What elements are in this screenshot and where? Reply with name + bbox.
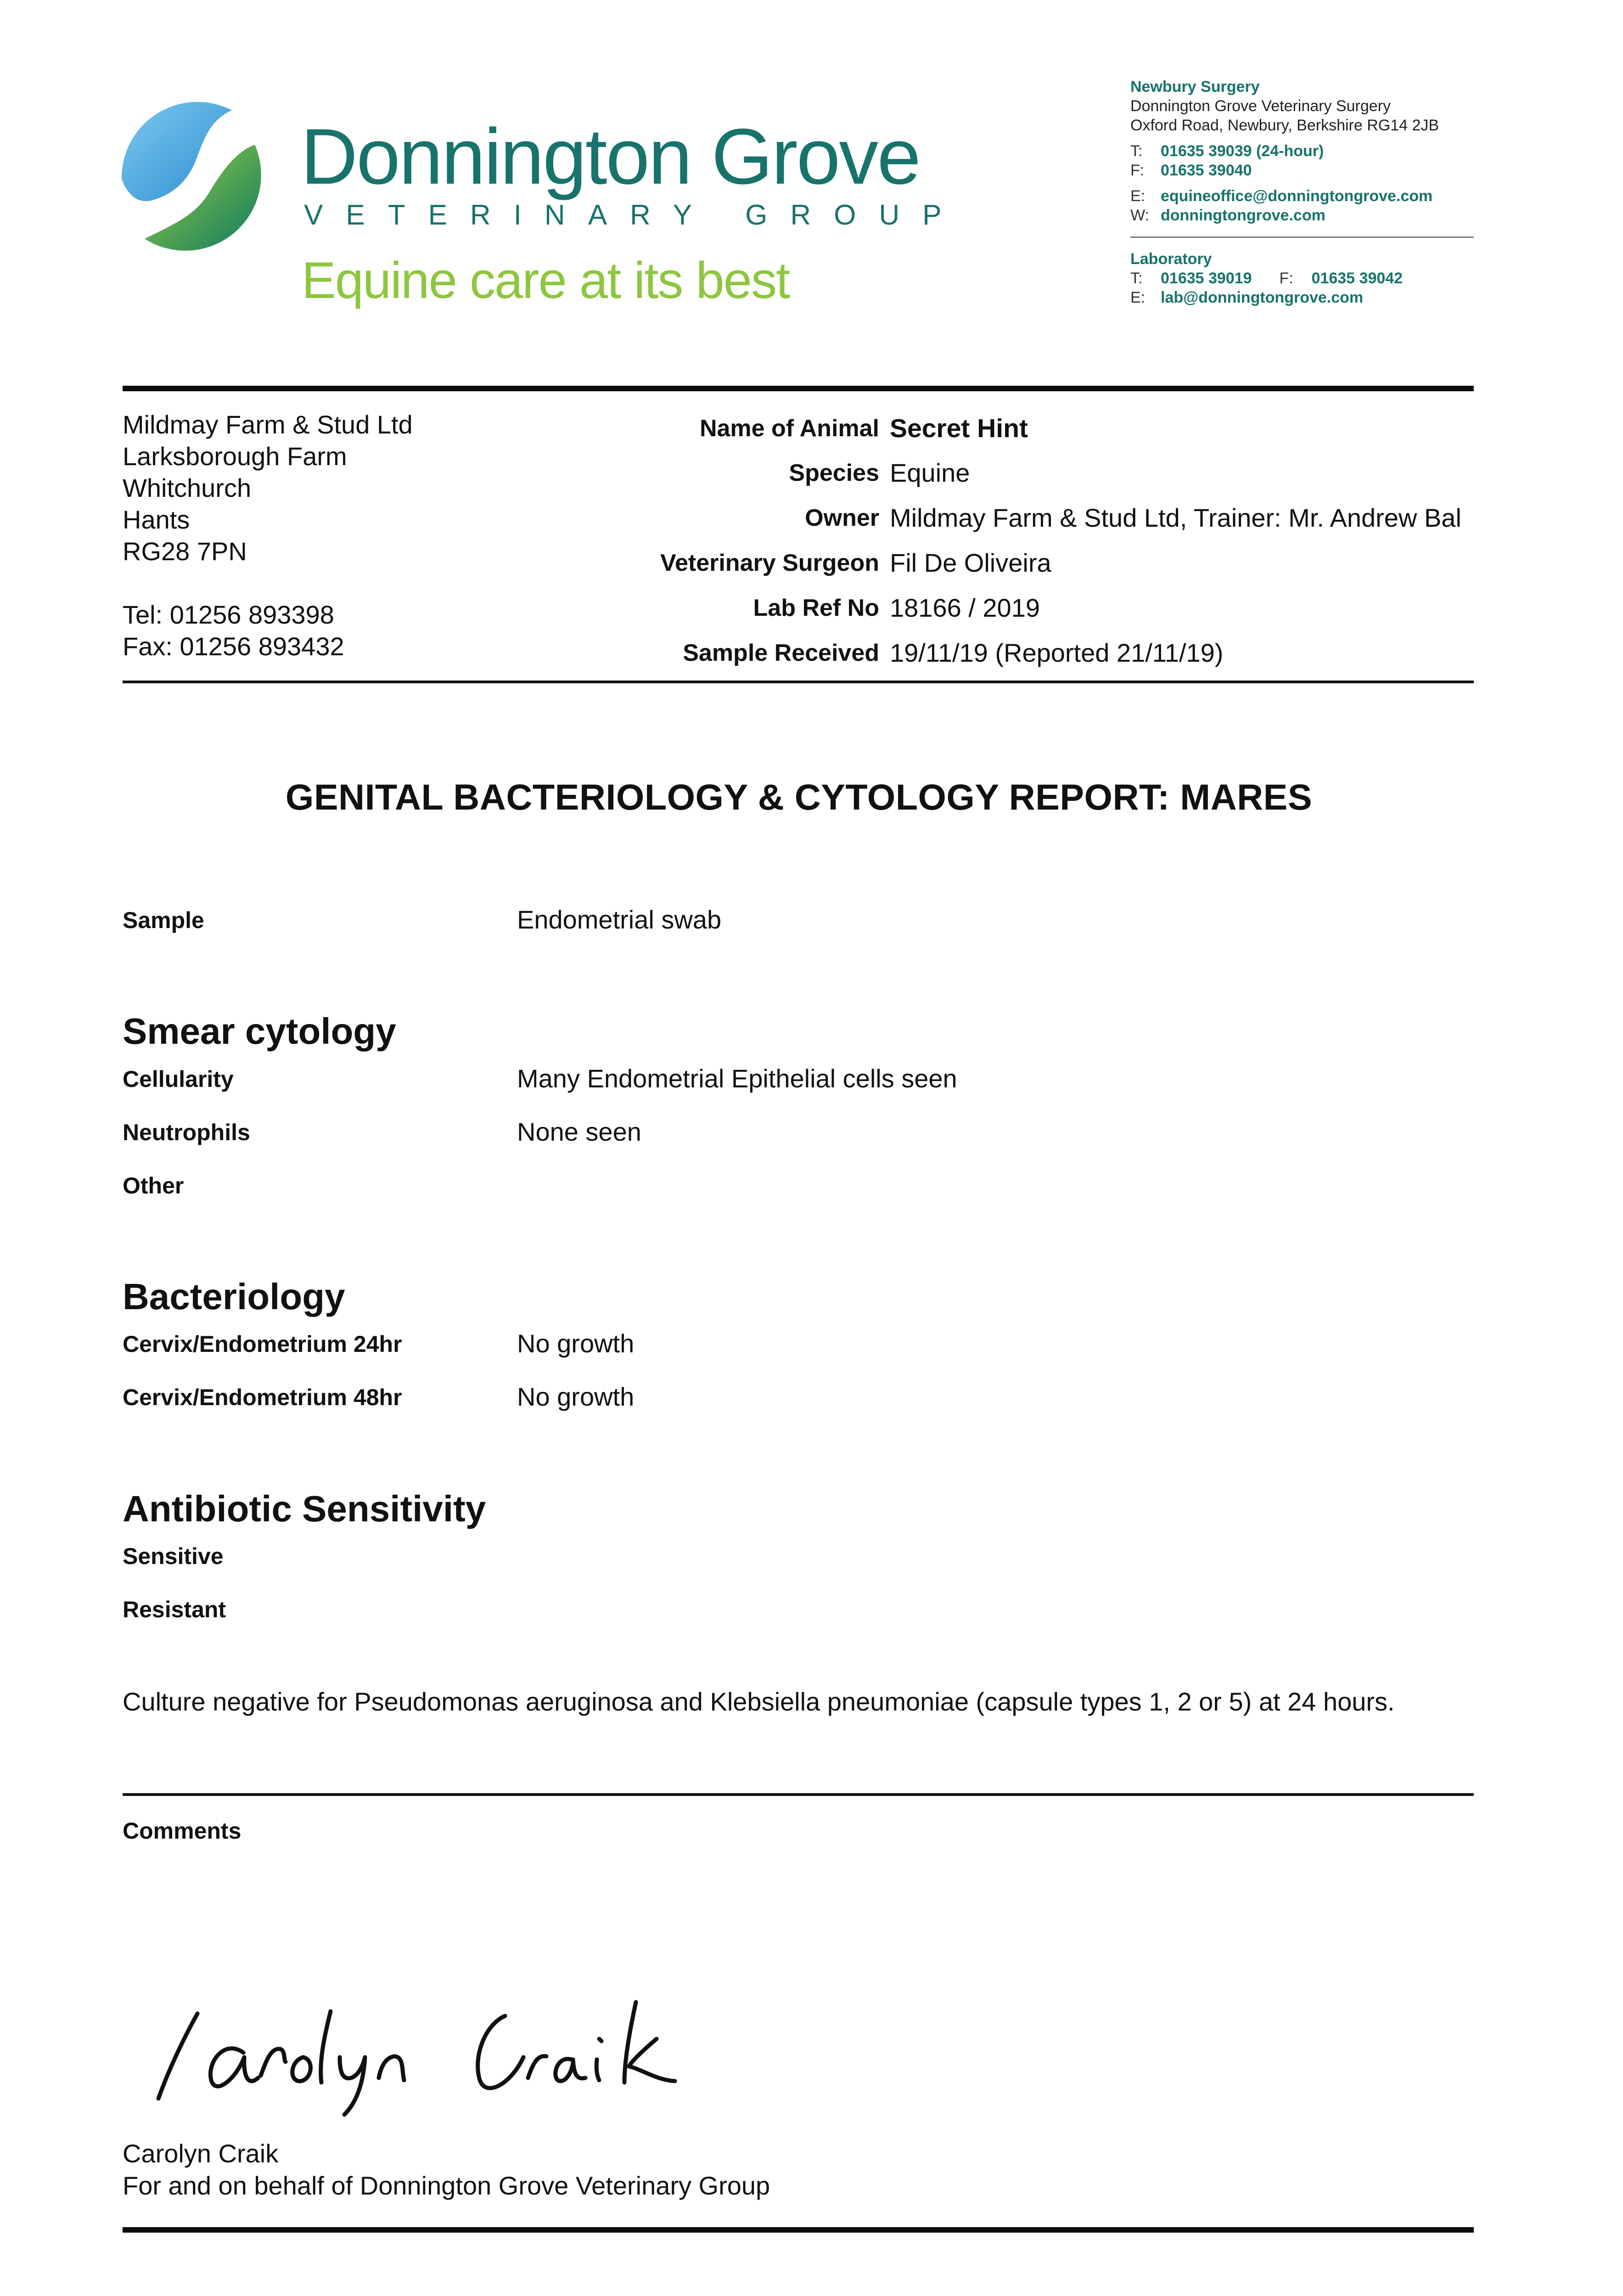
cervix48-label: Cervix/Endometrium 48hr (123, 1384, 402, 1410)
web-label: W: (1130, 207, 1149, 224)
signer-name: Carolyn Craik (123, 2139, 279, 2168)
resistant-label: Resistant (123, 1597, 226, 1622)
lab-tel[interactable]: 01635 39019 (1161, 270, 1252, 287)
surgery-web-link[interactable]: donningtongrove.com (1161, 207, 1325, 224)
lab-contact-block (1130, 249, 1403, 307)
client-line: Larksborough Farm (123, 442, 347, 471)
surgery-fax-row (1130, 161, 1439, 180)
tel-label: T: (1130, 142, 1143, 160)
lab-tel-label: T: (1130, 270, 1143, 287)
vet-label: Veterinary Surgeon (660, 550, 879, 576)
cellularity-label: Cellularity (123, 1066, 234, 1092)
surgery-tel[interactable]: 01635 39039 (24-hour) (1161, 142, 1324, 160)
lab-email-link[interactable]: lab@donningtongrove.com (1161, 289, 1364, 306)
fax-label: F: (1130, 162, 1145, 179)
brand-subtitle: VETERINARY GROUP (304, 199, 965, 231)
labref-value: 18166 / 2019 (890, 593, 1040, 622)
cytology-heading: Smear cytology (123, 1011, 396, 1052)
surgery-address: Oxford Road, Newbury, Berkshire RG14 2JB (1130, 117, 1439, 134)
lab-email-label: E: (1130, 289, 1146, 306)
lab-phone-row (1130, 269, 1403, 288)
antibiotic-heading: Antibiotic Sensitivity (123, 1488, 486, 1529)
owner-label: Owner (805, 505, 879, 531)
animal-name-label: Name of Animal (699, 415, 879, 442)
client-address (123, 409, 413, 662)
cervix24-value: No growth (517, 1329, 635, 1358)
brand-tagline: Equine care at its best (302, 252, 790, 309)
surgery-tel-row (1130, 141, 1439, 161)
brand-name: Donnington Grove (301, 113, 920, 201)
received-value: 19/11/19 (Reported 21/11/19) (890, 638, 1224, 667)
lab-email-row (1130, 288, 1403, 307)
species-label: Species (789, 460, 879, 486)
sample-value: Endometrial swab (517, 905, 722, 934)
received-label: Sample Received (683, 640, 879, 666)
cervix48-value: No growth (517, 1382, 635, 1411)
client-line: Mildmay Farm & Stud Ltd (123, 410, 413, 439)
signer-behalf: For and on behalf of Donnington Grove Veterinary Group (123, 2171, 770, 2200)
surgery-web-row (1130, 206, 1439, 225)
email-label: E: (1130, 187, 1146, 205)
client-fax: Fax: 01256 893432 (123, 632, 344, 661)
culture-note: Culture negative for Pseudomonas aeruginosa and Klebsiella pneumoniae (capsule types 1, 2 or 5) at 24 hours. (123, 1687, 1395, 1716)
client-line: RG28 7PN (123, 537, 247, 566)
neutrophils-label: Neutrophils (123, 1120, 250, 1145)
signer-block (123, 2138, 770, 2202)
info-rule (123, 681, 1474, 683)
cellularity-value: Many Endometrial Epithelial cells seen (517, 1064, 957, 1093)
footer-rule (123, 2227, 1474, 2233)
lab-heading: Laboratory (1130, 250, 1212, 268)
client-line: Whitchurch (123, 473, 252, 502)
surgery-fax: 01635 39040 (1161, 162, 1252, 179)
contact-divider (1130, 236, 1474, 238)
surgery-heading: Newbury Surgery (1130, 78, 1260, 96)
sample-label: Sample (123, 907, 204, 933)
labref-label: Lab Ref No (753, 595, 879, 621)
report-title: GENITAL BACTERIOLOGY & CYTOLOGY REPORT: MARES (285, 777, 1313, 817)
surgery-name: Donnington Grove Veterinary Surgery (1130, 97, 1391, 115)
owner-value: Mildmay Farm & Stud Ltd, Trainer: Mr. Andrew Bal (890, 503, 1461, 532)
surgery-email-link[interactable]: equineoffice@donningtongrove.com (1161, 187, 1433, 205)
species-value: Equine (890, 458, 970, 487)
other-label: Other (123, 1173, 184, 1199)
signature-image (138, 1984, 716, 2122)
client-line: Hants (123, 505, 190, 534)
cervix24-label: Cervix/Endometrium 24hr (123, 1331, 402, 1357)
header-rule (123, 386, 1474, 391)
lab-fax: 01635 39042 (1311, 270, 1403, 287)
vet-value: Fil De Oliveira (890, 548, 1051, 577)
bacteriology-heading: Bacteriology (123, 1276, 345, 1317)
client-tel: Tel: 01256 893398 (123, 600, 334, 629)
sensitive-label: Sensitive (123, 1543, 224, 1569)
comments-rule (123, 1793, 1474, 1796)
neutrophils-value: None seen (517, 1117, 641, 1146)
surgery-contact-block (1130, 77, 1439, 225)
comments-label: Comments (123, 1818, 241, 1844)
lab-fax-label: F: (1279, 270, 1293, 287)
donnington-grove-logo (117, 101, 275, 262)
surgery-email-row (1130, 186, 1439, 206)
animal-name: Secret Hint (890, 414, 1028, 443)
